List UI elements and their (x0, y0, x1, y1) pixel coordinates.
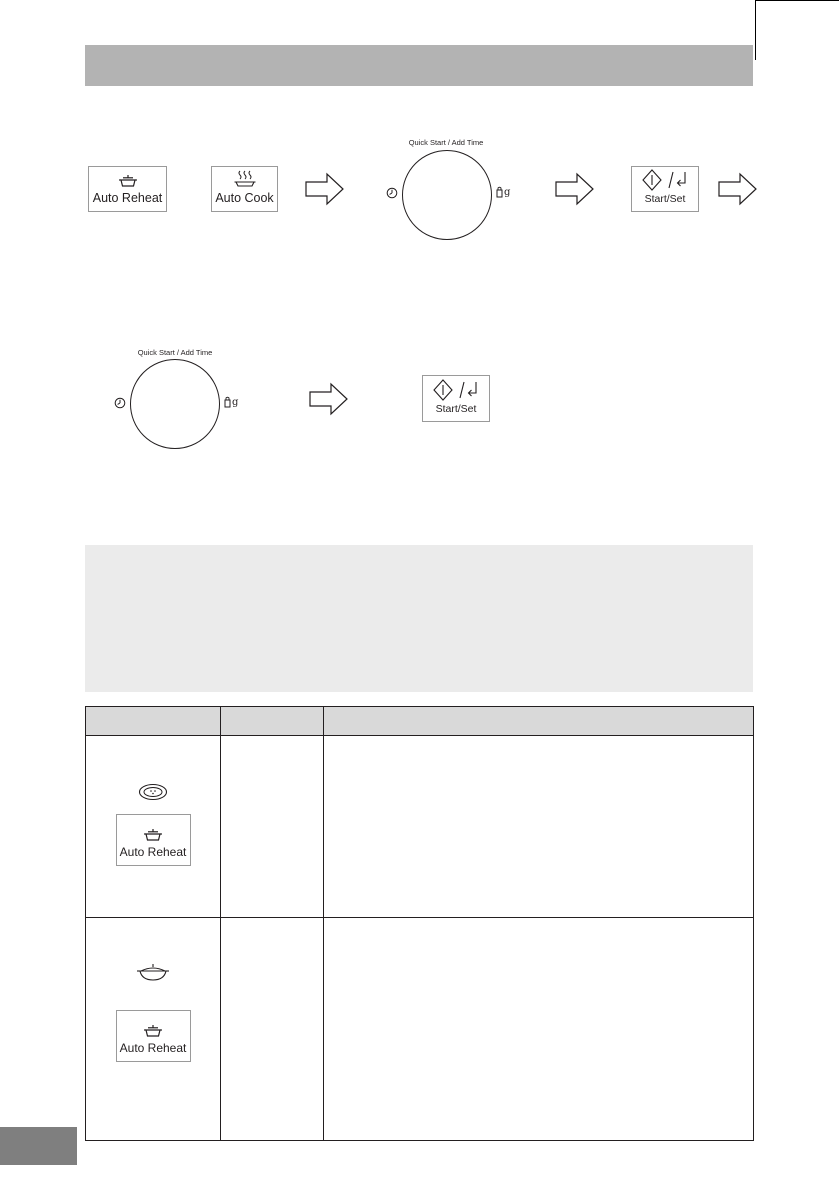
start-set-icons (642, 169, 688, 191)
auto-reheat-button[interactable] (88, 166, 167, 212)
clock-icon (386, 187, 398, 199)
note-box (85, 545, 753, 692)
plate-icon (138, 783, 168, 801)
crop-mark-vertical (755, 0, 756, 60)
start-diamond-icon (643, 170, 661, 190)
table-cell-weight (221, 918, 324, 1141)
arrow-right-icon (309, 382, 349, 416)
start-set-label: Start/Set (644, 193, 686, 205)
pot-icon (143, 1020, 163, 1038)
weight-unit: g (232, 397, 239, 408)
weight-indicator (495, 186, 510, 198)
enter-icon (678, 172, 686, 186)
weight-icon (223, 396, 232, 408)
pot-icon (118, 170, 138, 188)
crop-mark-horizontal (756, 0, 839, 1)
start-diamond-icon (434, 380, 452, 400)
auto-reheat-label: Auto Reheat (119, 845, 187, 859)
table-header-cell (324, 707, 754, 736)
start-set-label: Start/Set (435, 403, 477, 415)
dial-title: Quick Start / Add Time (137, 348, 213, 357)
quick-start-dial[interactable] (130, 359, 220, 449)
table-cell-weight (221, 736, 324, 918)
arrow-right-icon (305, 172, 345, 206)
table-header-cell (86, 707, 221, 736)
table-cell-description (324, 918, 754, 1141)
arrow-right-icon (718, 172, 758, 206)
dial-title: Quick Start / Add Time (408, 138, 484, 147)
weight-indicator (223, 396, 238, 408)
arrow-right-icon (555, 172, 595, 206)
table-row (86, 736, 754, 918)
auto-reheat-table (85, 706, 754, 1141)
table-cell-program (86, 918, 221, 1141)
auto-reheat-button[interactable] (116, 1010, 191, 1062)
auto-reheat-label: Auto Reheat (92, 191, 163, 205)
table-cell-description (324, 736, 754, 918)
clock-icon (114, 397, 126, 409)
weight-icon (495, 186, 504, 198)
section-header-bar (85, 45, 753, 86)
table-header-row (86, 707, 754, 736)
table-cell-program (86, 736, 221, 918)
auto-cook-button[interactable] (211, 166, 278, 212)
table-header-cell (221, 707, 324, 736)
quick-start-dial[interactable] (402, 150, 492, 240)
page-number-tab (0, 1127, 77, 1165)
start-set-icons (433, 379, 479, 401)
start-set-button[interactable] (631, 166, 699, 212)
enter-icon (469, 382, 477, 396)
auto-reheat-label: Auto Reheat (119, 1041, 187, 1055)
auto-cook-label: Auto Cook (215, 191, 274, 205)
pot-icon (143, 824, 163, 842)
steaming-dish-icon (234, 170, 256, 188)
start-set-button[interactable] (422, 375, 490, 422)
casserole-icon (136, 963, 170, 983)
auto-reheat-button[interactable] (116, 814, 191, 866)
weight-unit: g (504, 187, 511, 198)
table-row (86, 918, 754, 1141)
